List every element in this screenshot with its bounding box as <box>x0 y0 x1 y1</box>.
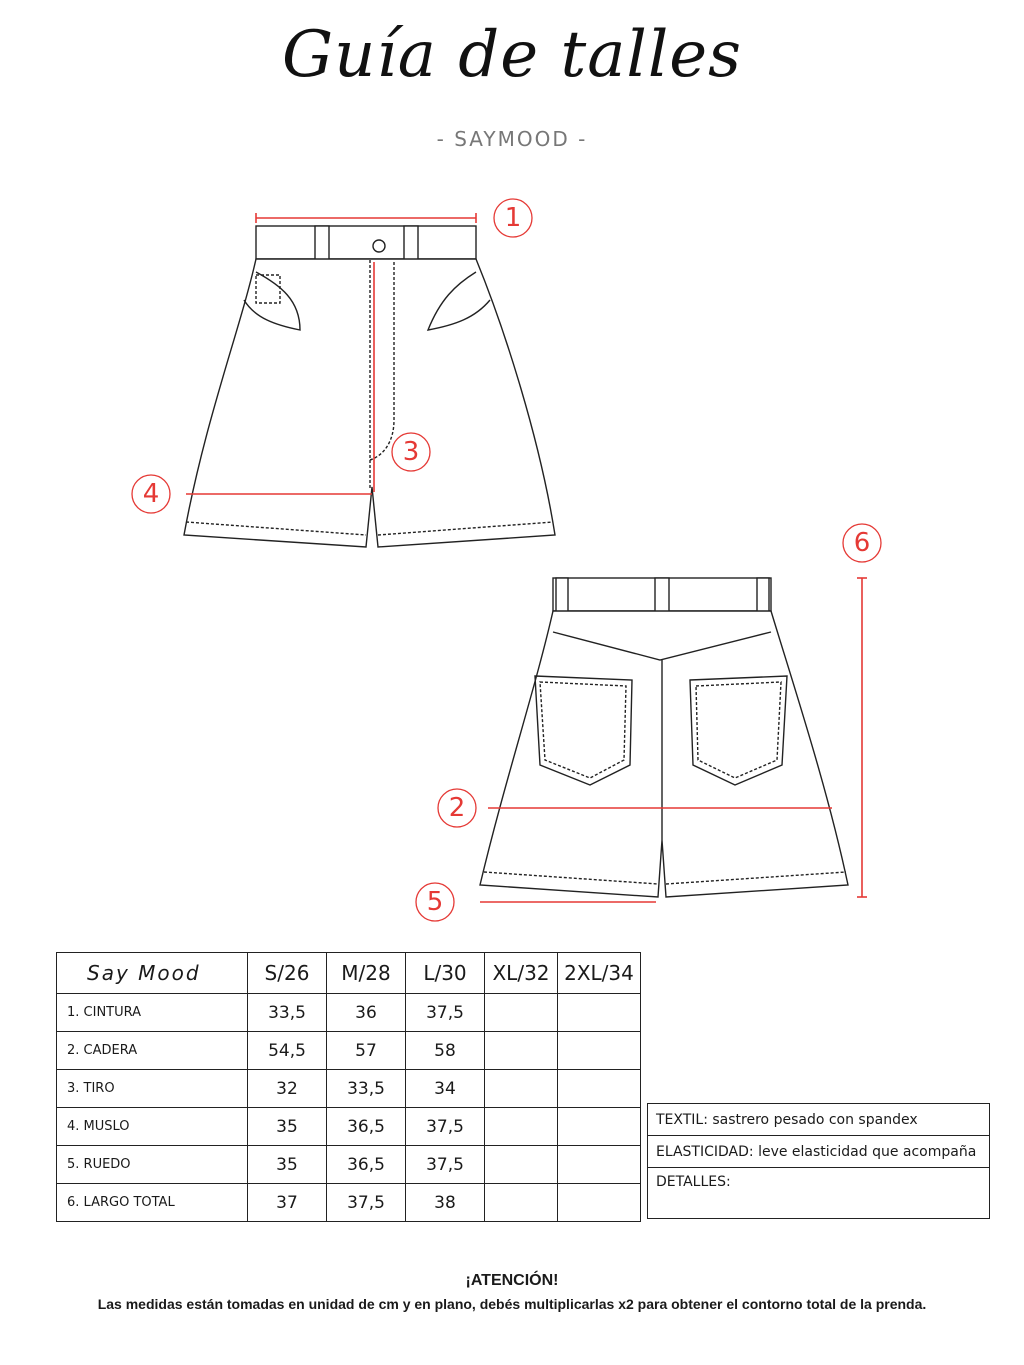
table-cell: 36 <box>327 994 406 1032</box>
table-cell: 37,5 <box>327 1184 406 1222</box>
marker-1-label: 1 <box>504 203 522 233</box>
table-cell: 37,5 <box>406 1146 485 1184</box>
size-column: 2XL/34 <box>558 953 641 994</box>
table-cell <box>485 1032 558 1070</box>
table-cell <box>558 994 641 1032</box>
marker-5-label: 5 <box>426 887 444 917</box>
table-cell: 37 <box>248 1184 327 1222</box>
table-cell: 35 <box>248 1146 327 1184</box>
table-cell: 33,5 <box>248 994 327 1032</box>
table-cell: 36,5 <box>327 1146 406 1184</box>
attention-title: ¡ATENCIÓN! <box>465 1272 559 1289</box>
table-cell: 57 <box>327 1032 406 1070</box>
table-cell: 32 <box>248 1070 327 1108</box>
table-cell <box>485 1070 558 1108</box>
front-shorts-drawing <box>184 226 555 547</box>
row-label: 6. LARGO TOTAL <box>57 1184 248 1222</box>
table-cell <box>558 1146 641 1184</box>
row-label: 4. MUSLO <box>57 1108 248 1146</box>
table-cell <box>558 1070 641 1108</box>
table-cell: 35 <box>248 1108 327 1146</box>
table-cell <box>558 1108 641 1146</box>
table-row <box>57 994 641 1032</box>
row-label: 3. TIRO <box>57 1070 248 1108</box>
table-cell <box>485 1184 558 1222</box>
table-cell: 58 <box>406 1032 485 1070</box>
table-row <box>57 1184 641 1222</box>
table-cell: 54,5 <box>248 1032 327 1070</box>
fabric-info-table <box>647 1103 990 1219</box>
textil-info: TEXTIL: sastrero pesado con spandex <box>648 1104 990 1136</box>
elasticidad-info: ELASTICIDAD: leve elasticidad que acompaña <box>648 1136 990 1168</box>
table-row <box>57 1070 641 1108</box>
table-cell: 33,5 <box>327 1070 406 1108</box>
table-row <box>57 1032 641 1070</box>
marker-6-label: 6 <box>853 528 871 558</box>
table-cell: 37,5 <box>406 994 485 1032</box>
table-cell: 38 <box>406 1184 485 1222</box>
table-row <box>57 1108 641 1146</box>
table-cell <box>558 1032 641 1070</box>
table-cell <box>485 1146 558 1184</box>
table-row <box>57 1146 641 1184</box>
size-column: XL/32 <box>485 953 558 994</box>
size-table <box>56 952 641 1222</box>
size-column: L/30 <box>406 953 485 994</box>
size-column: M/28 <box>327 953 406 994</box>
table-cell: 37,5 <box>406 1108 485 1146</box>
table-cell: 36,5 <box>327 1108 406 1146</box>
table-cell <box>485 994 558 1032</box>
marker-4-label: 4 <box>142 479 160 509</box>
brand-logo: Say Mood <box>57 953 248 994</box>
size-table-header <box>57 953 641 994</box>
table-cell <box>558 1184 641 1222</box>
size-column: S/26 <box>248 953 327 994</box>
attention-text: Las medidas están tomadas en unidad de cm y en plano, debés multiplicarlas x2 para obtener el contorno total de la prenda. <box>97 1296 927 1312</box>
back-shorts-drawing <box>480 578 848 897</box>
marker-2-label: 2 <box>448 793 466 823</box>
button <box>373 240 385 252</box>
marker-3-label: 3 <box>402 437 420 467</box>
row-label: 2. CADERA <box>57 1032 248 1070</box>
detalles-info: DETALLES: <box>648 1168 990 1219</box>
row-label: 5. RUEDO <box>57 1146 248 1184</box>
row-label: 1. CINTURA <box>57 994 248 1032</box>
table-cell: 34 <box>406 1070 485 1108</box>
table-cell <box>485 1108 558 1146</box>
brand-subtitle: - SAYMOOD - <box>436 127 588 151</box>
front-waistband <box>256 226 476 259</box>
page-title: Guía de talles <box>281 18 743 92</box>
